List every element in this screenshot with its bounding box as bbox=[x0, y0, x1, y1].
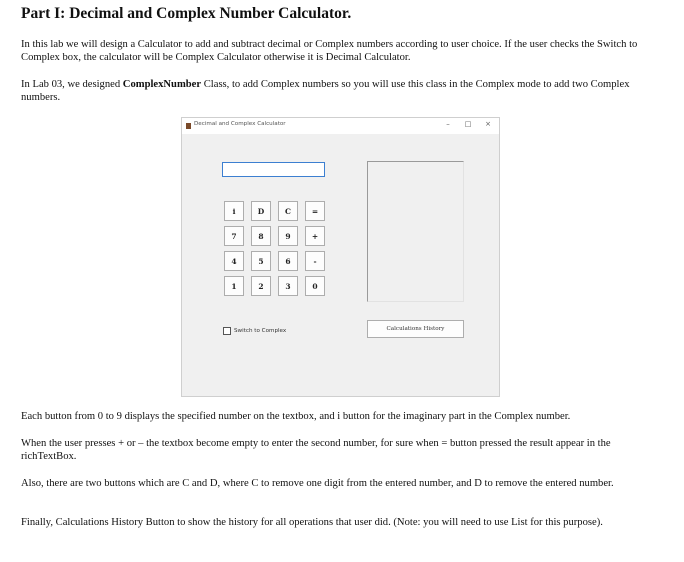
result-richtextbox[interactable] bbox=[367, 161, 464, 302]
lab03-paragraph bbox=[21, 78, 666, 104]
switch-label: Switch to Complex bbox=[234, 328, 287, 334]
window-titlebar bbox=[182, 118, 499, 134]
calc-button[interactable]: 0 bbox=[305, 276, 325, 296]
calc-button[interactable]: 5 bbox=[251, 251, 271, 271]
calc-button[interactable]: 1 bbox=[224, 276, 244, 296]
buttons-paragraph: Each button from 0 to 9 displays the specified number on the textbox, and i button for the imaginary part in the Complex number. bbox=[21, 411, 571, 422]
calc-button[interactable]: 8 bbox=[251, 226, 271, 246]
clear-paragraph: Also, there are two buttons which are C and D, where C to remove one digit from the entered number, and D to remove the entered number. bbox=[21, 478, 614, 489]
calc-button[interactable]: 2 bbox=[251, 276, 271, 296]
calculations-history-button[interactable]: Calculations History bbox=[367, 320, 464, 338]
calc-button[interactable]: 9 bbox=[278, 226, 298, 246]
calc-button[interactable]: 4 bbox=[224, 251, 244, 271]
calc-button[interactable]: 6 bbox=[278, 251, 298, 271]
class-name: ComplexNumber bbox=[122, 79, 202, 90]
calc-button[interactable]: i bbox=[224, 201, 244, 221]
lab03-text-after: Class, to add Complex numbers so you will use this class in the Complex mode to add two Complex numbers. bbox=[21, 79, 630, 103]
operators-paragraph: When the user presses + or – the textbox become empty to enter the second number, for sure when = button pressed the result appear in the richTextBox. bbox=[21, 438, 611, 462]
number-textbox[interactable] bbox=[222, 162, 325, 177]
app-icon bbox=[186, 123, 191, 129]
close-button[interactable]: × bbox=[485, 120, 491, 128]
switch-to-complex[interactable] bbox=[223, 327, 286, 335]
calc-button[interactable]: - bbox=[305, 251, 325, 271]
section-title: Part I: Decimal and Complex Number Calculator. bbox=[21, 5, 352, 22]
minimize-button[interactable]: – bbox=[446, 120, 450, 128]
calc-button[interactable]: = bbox=[305, 201, 325, 221]
maximize-button[interactable]: □ bbox=[464, 120, 472, 128]
intro-paragraph: In this lab we will design a Calculator to add and subtract decimal or Complex numbers according to user choice. If the user checks the Switch to Complex box, the calculator will be Complex Calculator otherwise it is Decimal Calculator. bbox=[21, 39, 638, 63]
calc-button[interactable]: D bbox=[251, 201, 271, 221]
calc-button[interactable]: 7 bbox=[224, 226, 244, 246]
switch-checkbox[interactable] bbox=[223, 327, 231, 335]
history-paragraph: Finally, Calculations History Button to show the history for all operations that user did. (Note: you will need to use List for this purpose). bbox=[21, 517, 603, 528]
window-title: Decimal and Complex Calculator bbox=[194, 121, 286, 127]
calc-button[interactable]: + bbox=[305, 226, 325, 246]
calc-button[interactable]: C bbox=[278, 201, 298, 221]
calculator-window-screenshot bbox=[181, 117, 500, 397]
lab03-text-before: In Lab 03, we designed bbox=[21, 79, 123, 90]
calc-button[interactable]: 3 bbox=[278, 276, 298, 296]
